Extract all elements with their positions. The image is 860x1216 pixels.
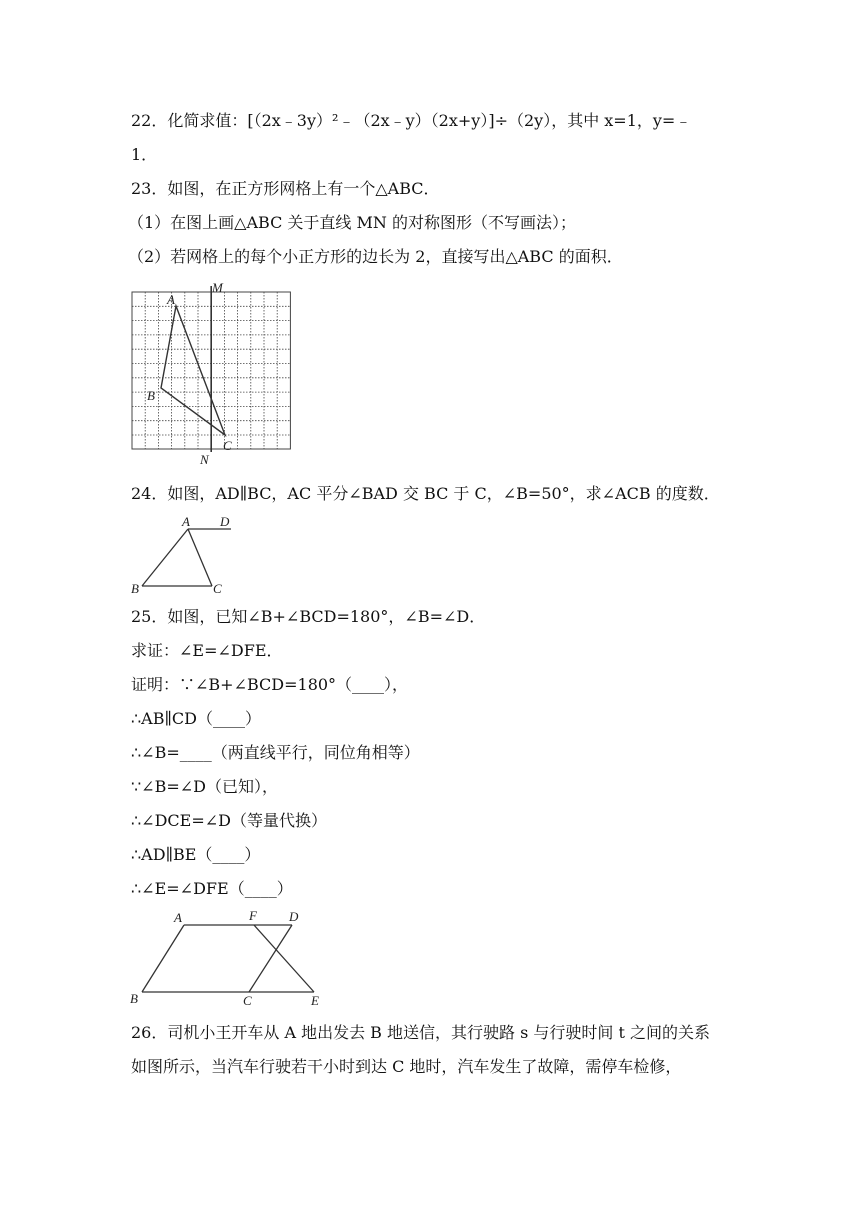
label-f: F [249,908,257,923]
triangle-abc [161,306,225,435]
label-e: E [311,993,319,1008]
q23-part2: （2）若网格上的每个小正方形的边长为 2，直接写出△ABC 的面积． [128,247,623,266]
segment-ac [188,529,212,586]
q26-line1: 26．司机小王开车从 A 地出发去 B 地送信，其行驶路 s 与行驶时间 t 之间的关系 [131,1023,711,1042]
label-d: D [289,909,299,924]
q25-step-3: ∴∠B=____（两直线平行，同位角相等） [131,743,420,762]
q25-figure [128,908,328,1008]
q25-title: 25．如图，已知∠B+∠BCD=180°，∠B=∠D． [131,607,486,626]
q25-step-7: ∴∠E=∠DFE（____） [131,879,293,898]
label-n: N [200,452,209,467]
q25-step-2: ∴AB∥CD（____） [131,709,261,728]
q25-step-5: ∴∠DCE=∠D（等量代换） [131,811,327,830]
q25-step-1: 证明：∵∠B+∠BCD=180°（____）， [131,675,409,694]
segment-fe [254,925,314,992]
q26-line2: 如图所示，当汽车行驶若干小时到达 C 地时，汽车发生了故障，需停车检修， [131,1057,682,1076]
label-b: B [130,991,138,1006]
q23-grid-figure [128,282,298,468]
segment-cd [249,925,292,992]
label-a: A [167,292,175,307]
q24-text: 24．如图，AD∥BC，AC 平分∠BAD 交 BC 于 C，∠B=50°，求∠ACB 的度数． [131,484,720,503]
q22-text: 22．化简求值：[（2x﹣3y）²﹣（2x﹣y）（2x+y）]÷（2y），其中 x=1，y=﹣ [131,111,692,130]
label-c: C [243,993,252,1008]
label-m: M [212,282,223,295]
q23-title: 23．如图，在正方形网格上有一个△ABC． [131,179,440,198]
label-b: B [147,388,155,403]
label-a: A [174,910,182,925]
label-b: B [131,581,139,595]
label-d: D [220,514,230,529]
q25-prove: 求证：∠E=∠DFE． [131,641,283,660]
q24-figure [128,513,238,595]
label-c: C [223,438,232,453]
q23-part1: （1）在图上画△ABC 关于直线 MN 的对称图形（不写画法）； [128,213,576,232]
q25-step-6: ∴AD∥BE（____） [131,845,261,864]
label-a: A [182,514,190,529]
segment-ab [142,529,188,586]
segment-ab [142,925,184,992]
q22-text-continued: 1． [131,145,158,164]
label-c: C [213,581,222,595]
q25-step-4: ∵∠B=∠D（已知）， [131,777,278,796]
